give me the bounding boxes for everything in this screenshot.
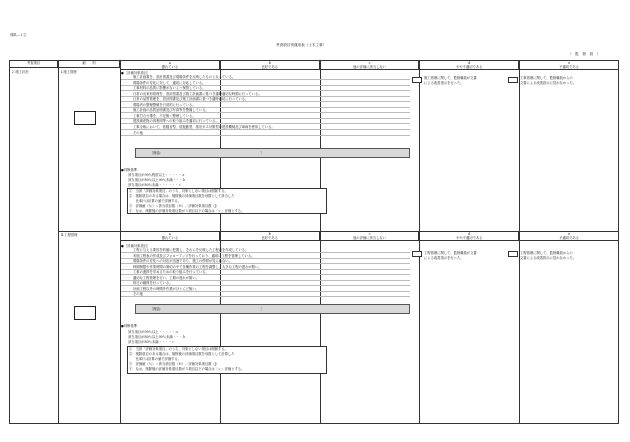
block2-e-checkbox[interactable] [508, 251, 518, 257]
block2-criteria-heading: ●判断基準 [121, 324, 138, 328]
block1-criteria-c: 該当項目が80％未満・・・・・・ｃ [128, 183, 182, 187]
block1-reason-label: ［理由： ］ [150, 151, 264, 155]
list-item-text: 施工計画書を、設計図書及び現場条件を反映したものとなっている。 [133, 75, 236, 79]
list-item[interactable] [121, 97, 410, 102]
list-item[interactable] [121, 281, 410, 286]
block1-grade-description: 他の評価に該当しない [353, 65, 386, 69]
block2-criteria-a: 該当項目が90％以上・・・・・ａ [128, 330, 179, 334]
block1-grade-letter: d [468, 60, 471, 65]
header-detail-label: 細 別 [82, 61, 96, 65]
list-item-text: 時期制限や作業時間の制約の中で各種作業の工程を調整し、大きな工程の遅れが無い。 [133, 264, 262, 269]
list-item-text: 工事全般において、低騒音型、低振動型、排出ガス対策型の建設機械及び車両を使用している。 [133, 124, 275, 129]
list-item[interactable] [121, 125, 410, 130]
list-item[interactable] [121, 108, 410, 113]
list-item[interactable] [121, 92, 410, 97]
block1-grade-description: 優れている [161, 65, 179, 69]
block2-grade-description: やや不適切である [456, 236, 483, 240]
block2-criteria-c: 該当項目が80％未満・・・・ｃ [128, 340, 176, 344]
block2-grade-letter: c [368, 231, 371, 236]
block2-heading: ●［評価対象項目］ [121, 244, 151, 248]
block2-grade-letter: d [468, 231, 471, 236]
list-item[interactable] [121, 287, 410, 292]
header-item-label: 考査項目 [26, 61, 41, 65]
block1-criteria-b: 該当項目が80％以上90％未満・・・ｂ [128, 178, 186, 182]
block2-d-text-2: による改善指示を行った。 [424, 256, 464, 260]
evaluation-checkbox-1[interactable] [74, 111, 96, 125]
block1-criteria-heading: ●判断基準 [121, 168, 138, 172]
list-item-text: 施工計画の品質証明書及び写真等を整備している。 [133, 108, 209, 113]
list-item-text: 実施工程表の作成及びフォローアップを行っており、適切に工程を管理している。 [133, 253, 255, 258]
block1-heading: ●［評価対象項目］ [121, 71, 151, 75]
block2-e-text-1: 工程管理に関して、監督職員からの [520, 251, 573, 255]
block2-criteria-b: 該当項目が80％以上90％未満・・・ｂ [128, 335, 186, 339]
evaluation-checkbox-2[interactable] [74, 306, 96, 320]
list-item-text: 工事材料の品質に影響がないよう保管している。 [133, 86, 206, 91]
block2-d-checkbox[interactable] [412, 251, 422, 257]
block2-note-2: ② 削除項目のある場合は、削除後の評価項目数を母数として計算した [129, 352, 235, 356]
block1-grade-description: 不適切である [559, 65, 579, 69]
block1-e-text-1: 工事管理に関して、監督職員からの [520, 76, 573, 80]
list-item-text: 現場条件の変化への対応が迅速であり、施工の停滞が見られない。 [133, 259, 232, 264]
list-item[interactable] [121, 265, 410, 270]
list-item-text: 工程に与える要因を的確に把握し、それらを反映した工程表を作成している。 [133, 248, 249, 252]
block1-grade-description: 良好である [261, 65, 278, 69]
block1-note-5: ④ なお、削除後の評価対象項目数が５項目以下の場合は「ｃ」評価とする。 [129, 209, 245, 213]
block1-grade-letter: e [568, 60, 571, 65]
list-item-text: その他 [133, 130, 143, 135]
list-item[interactable] [121, 254, 410, 259]
block2-grade-letter: a [168, 231, 171, 236]
form-number: 別紙―１② [10, 33, 27, 37]
sub-item-construction-management: Ⅰ.施工管理 [61, 70, 77, 74]
block2-grade-description: 良好である [261, 236, 278, 240]
block2-note-3: 比率(％)計算の値で評価する。 [129, 357, 182, 361]
block1-e-text-2: 文書による改善指示に従わなかった。 [520, 81, 577, 85]
block1-criteria-a: 該当項目が90％程度以上・・・・・ａ [128, 173, 185, 177]
block2-grade-letter: e [568, 231, 571, 236]
block2-note-1: ① 当該「評価対象項目」のうち、対象としない項目は削除する。 [129, 347, 228, 351]
block2-note-5: ④ なお、削除後の評価対象項目数が５項目以下の場合は「ｃ」評価とする。 [129, 367, 245, 371]
block2-grade-description: 他の評価に該当しない [353, 236, 386, 240]
list-item-text: その他 [133, 292, 143, 297]
list-item-text: 日常の品質管理を、設計図書及び施工計画書に基づき適時適切に行っている。 [133, 97, 249, 102]
list-item-text: 適切な工程管理を行い、工期の遅れが無い。 [133, 275, 199, 280]
list-item[interactable] [121, 270, 410, 275]
block1-d-text-2: による改善指示を行った。 [424, 81, 464, 85]
block1-note-3: 比率(％)計算の値で評価する。 [129, 199, 182, 203]
section-item-label: ２.施工状況 [11, 70, 29, 74]
block2-grade-description: 優れている [161, 236, 179, 240]
block2-note-4: ③ 評価値（％）＝該当項目数（Ｈ）／評価対象項目数（J） [129, 362, 220, 366]
list-item[interactable] [121, 119, 410, 124]
list-item-text: 現場条件の変化に対して、適切に対応している。 [133, 80, 206, 85]
list-item[interactable] [121, 86, 410, 91]
block1-d-checkbox[interactable] [412, 77, 422, 83]
list-item[interactable] [121, 248, 410, 253]
list-item[interactable] [121, 259, 410, 264]
block1-e-checkbox[interactable] [508, 77, 518, 83]
block1-d-text-1: 施工管理に関して、監督職員が文書 [424, 76, 477, 80]
sub-item-schedule-management: Ⅱ.工程管理 [61, 233, 78, 237]
block1-note-4: ③ 評価値（％）＝該当項目数（Ｈ）／評価対象項目数（J） [129, 204, 220, 208]
block2-d-text-1: 工程管理に関して、監督職員が文書 [424, 251, 477, 255]
block2-grade-description: 不適切である [559, 236, 579, 240]
block1-item-list [121, 75, 410, 155]
list-item[interactable] [121, 131, 410, 136]
list-item[interactable] [121, 81, 410, 86]
block2-grade-letter: b [268, 231, 271, 236]
block1-grade-description: やや不適切である [456, 65, 483, 69]
list-item[interactable] [121, 103, 410, 108]
block1-note-2: ② 削除項目のある場合は、削除後の評価項目数を母数として該当した [129, 194, 235, 198]
list-item[interactable] [121, 75, 410, 80]
list-item-text: 現場内の整理整頓を日常的に行っている。 [133, 102, 196, 107]
block2-reason-label: ［理由： ］ [150, 307, 264, 311]
list-item-text: 建設副産物の再利用等への取り組みを適切に行っている。 [133, 119, 219, 124]
reviewer-label: （ 監 督 員 ） [568, 52, 601, 56]
list-item[interactable] [121, 276, 410, 281]
list-item-text: 工事の進捗を早めるための取り組みを行っている。 [133, 270, 209, 275]
block1-grade-letter: b [268, 60, 271, 65]
block1-grade-letter: c [368, 60, 371, 65]
page-title: 考査項目別運用表（土木工事） [276, 43, 327, 47]
block2-item-list [121, 248, 410, 308]
list-item-text: 計画工程以外の時間外作業がほとんど無い。 [133, 286, 199, 291]
list-item-text: 工事打合せ簿を、不足無く整理している。 [133, 113, 196, 118]
list-item-text: 休日の確保を行っている。 [133, 281, 173, 286]
list-item[interactable] [121, 292, 410, 297]
block1-grade-letter: a [168, 60, 171, 65]
block2-e-text-2: 文書による改善指示に従わなかった。 [520, 256, 577, 260]
list-item-text: 日常の出来形管理を、設計図書及び施工計画書に基づき適時適切な時期に行っている。 [133, 91, 262, 96]
block1-note-1: ① 当該「評価対象項目」のうち、対象としない項目は削除する。 [129, 189, 228, 193]
